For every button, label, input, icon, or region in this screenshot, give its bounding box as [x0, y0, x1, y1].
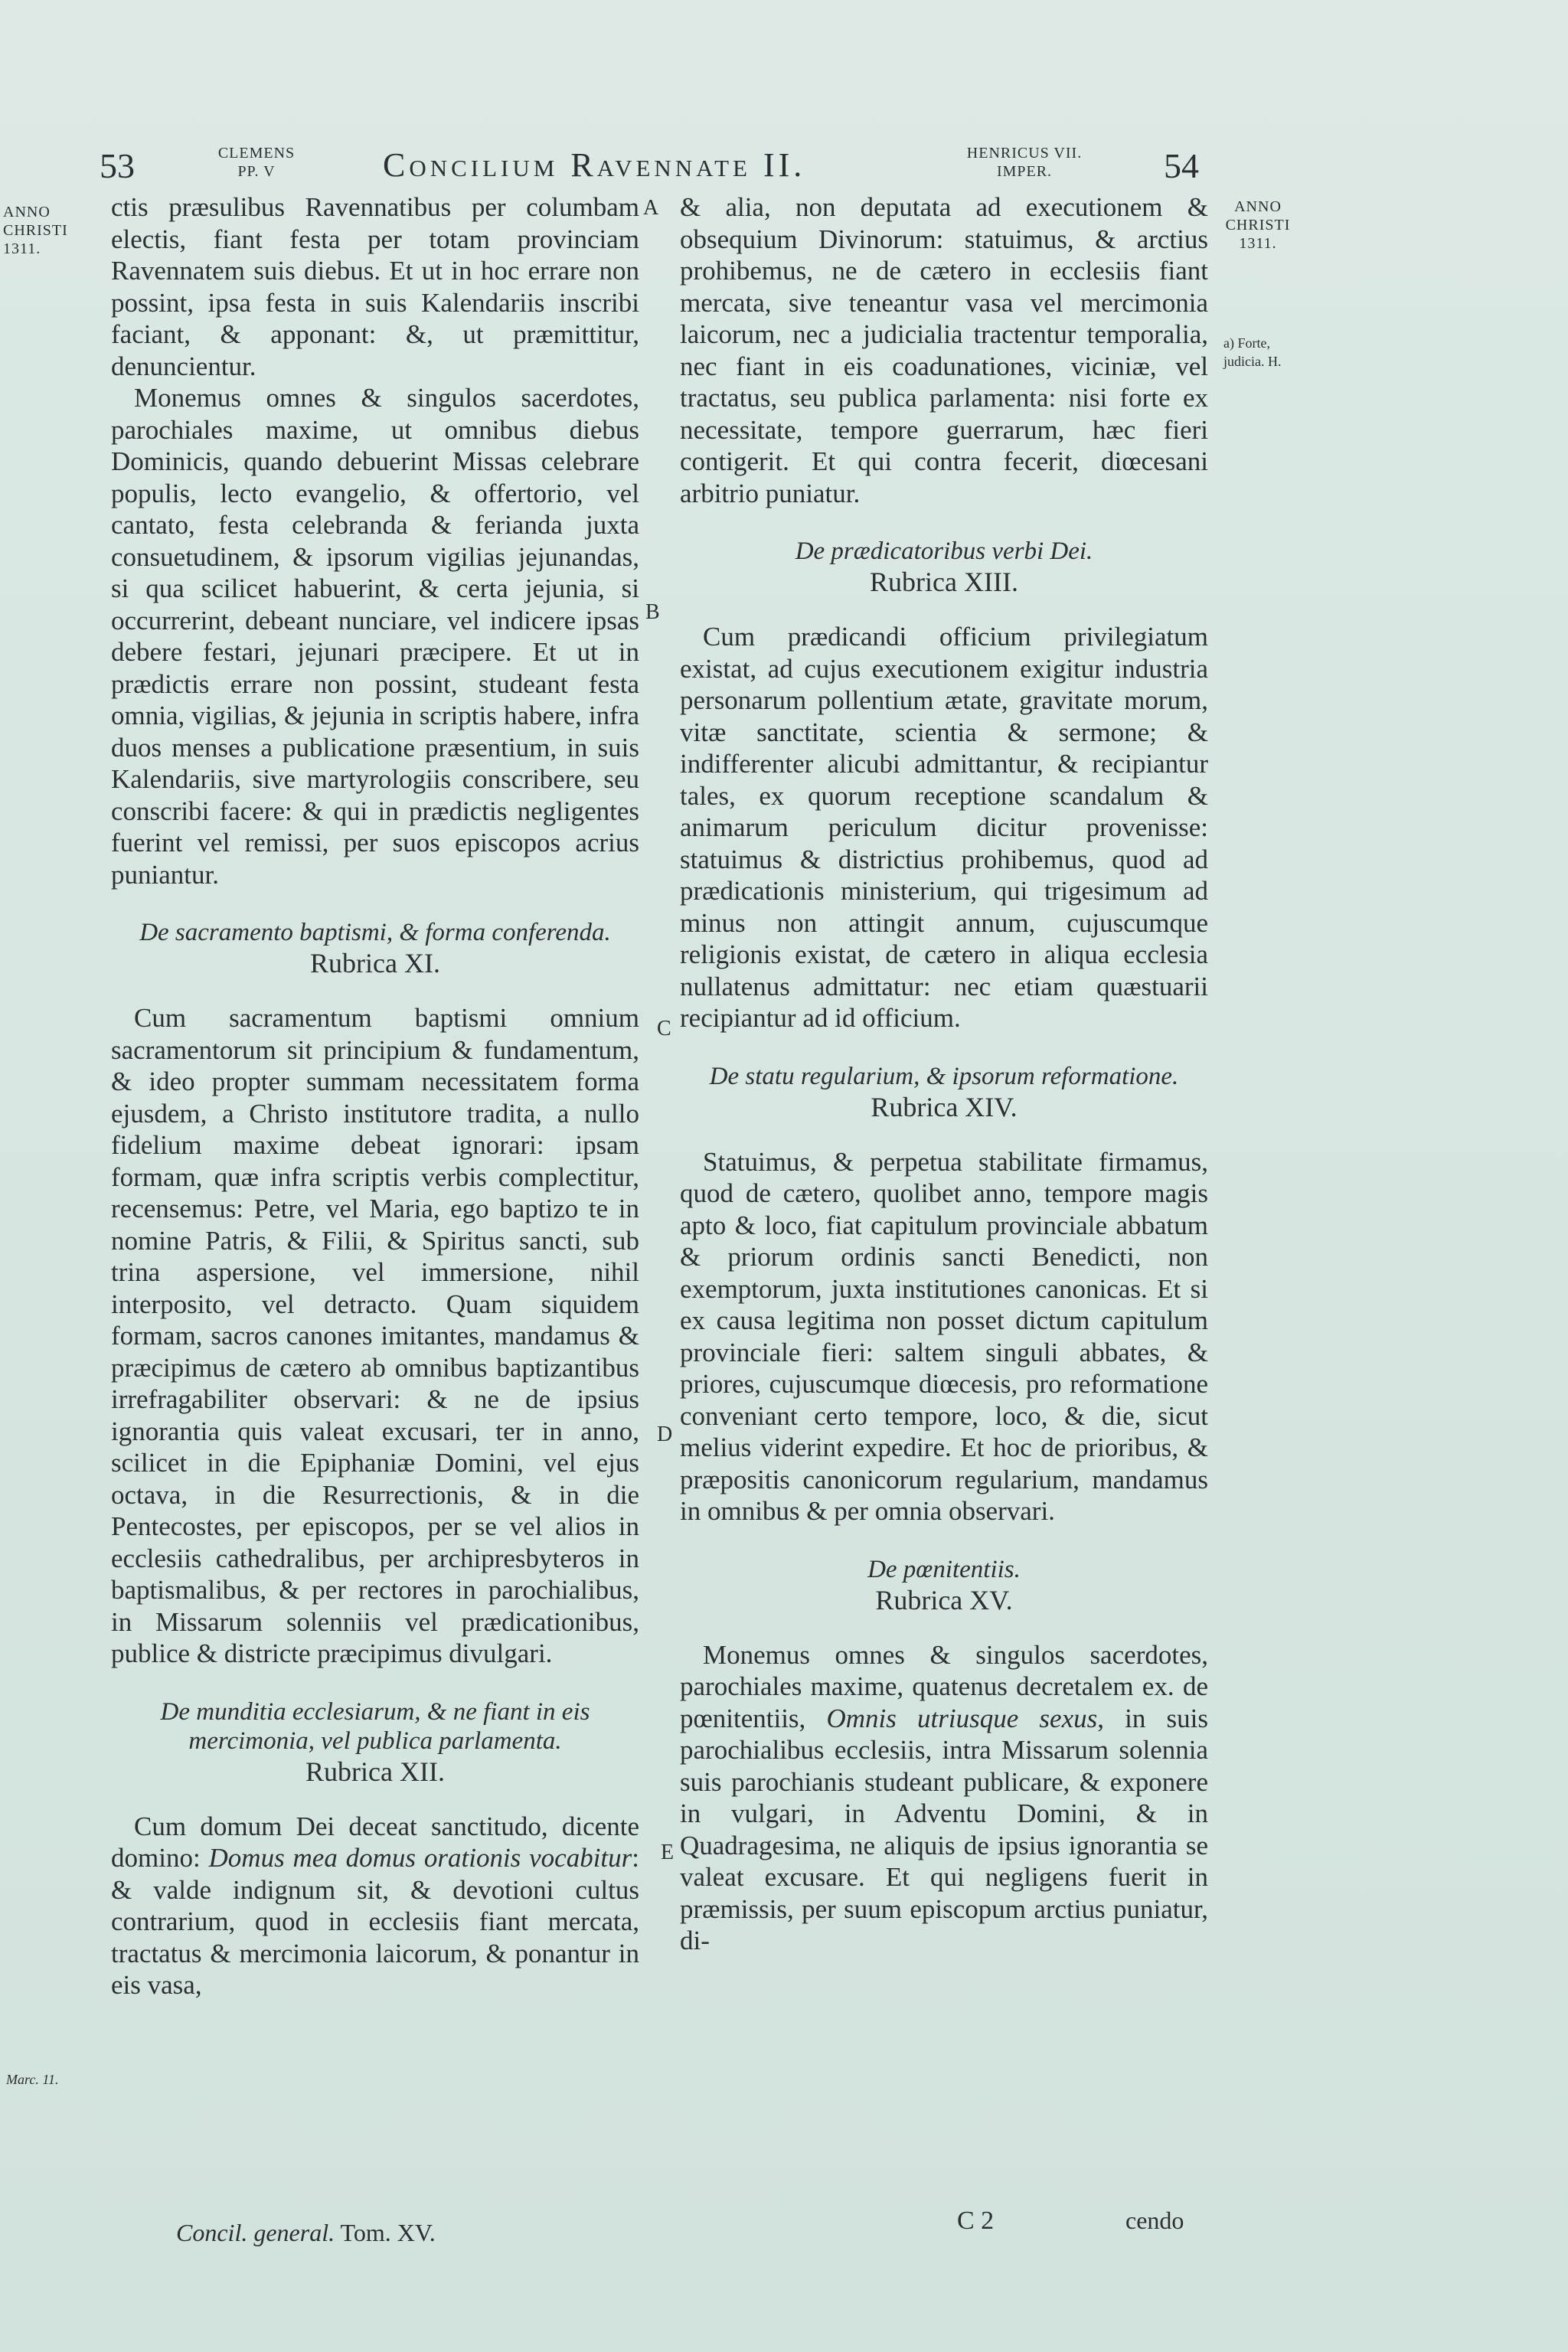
page-number-left: 53 [100, 146, 135, 185]
rubrica-label: Rubrica XIV. [871, 1091, 1018, 1122]
right-column [680, 191, 1208, 1957]
text-run: Monemus omnes & singulos sacerdotes, parochiales maxime, quatenus decretalem ex. de pœnitentiis, [680, 1639, 1208, 1733]
footer-source-title: Concil. general. [176, 2219, 335, 2246]
paragraph [111, 1811, 639, 2001]
footer-source-volume: Tom. XV. [335, 2219, 436, 2246]
section-heading: De munditia ecclesiarum, & ne fiant in eis mercimonia, vel publica parlamenta. [160, 1697, 590, 1755]
header-title: Concilium Ravennate II. [383, 146, 806, 184]
decretal-title: Omnis utriusque sexus [826, 1703, 1098, 1733]
paragraph: & alia, non deputata ad executionem & obsequium Divinorum: statuimus, & arctius prohibemus, ne de cætero in ecclesiis fiant mercata, sive teneantur vasa vel mercimonia laicorum, nec a judicialia tractentur temporalia, nec fiant in eis coadunationes, viciniæ, vel tractatus, seu publica parlamenta: nisi forte ex necessitate, tempore guerrarum, hæc fieri contigerit. Et qui contra fecerit, diœcesani arbitrio puniatur. [680, 192, 1208, 508]
header-pope: CLEMENS PP. V [217, 145, 296, 180]
section-heading: De prædicatoribus verbi Dei. [795, 537, 1093, 565]
running-header [0, 138, 1568, 191]
catchword: cendo [1125, 2207, 1184, 2234]
section-heading: De pœnitentiis. [867, 1555, 1021, 1583]
signature-mark: C 2 [957, 2207, 995, 2235]
section-letter-d: D [657, 1423, 673, 1446]
section-heading: De sacramento baptismi, & forma conferenda. [139, 919, 611, 946]
section-letter-c: C [657, 1017, 671, 1040]
page-number-right: 54 [1164, 146, 1199, 185]
margin-anno-right: ANNO CHRISTI 1311. [1225, 198, 1291, 252]
section-heading: De statu regularium, & ipsorum reformatione. [709, 1062, 1179, 1090]
paragraph: Cum prædicandi officium privilegiatum existat, ad cujus executionem exigitur industria personarum pollentium ætate, gravitate morum, vitæ sanctitate, scientia & sermone; & indifferenter alicubi admittantur, & recipiantur tales, ex quorum receptione scandalum & animarum periculum dicitur provenisse: statuimus & districtius prohibemus, quod ad prædicationis ministerium, qui trigesimum ad minus non attingit annum, cujuscumque religionis existat, de cætero in aliqua ecclesia nullatenus admittatur: nec etiam quæstuarii recipiantur ad id officium. [680, 622, 1208, 1033]
paragraph [680, 1639, 1208, 1957]
text-run: : & valde indignum sit, & devotioni cultus contrarium, quod in ecclesiis fiant mercata, tractatus & mercimonia laicorum, & ponantur in eis vasa, [111, 1843, 639, 2000]
rubrica-label: Rubrica XII. [305, 1756, 445, 1787]
paragraph: Monemus omnes & singulos sacerdotes, parochiales maxime, ut omnibus diebus Dominicis, quando debuerint Missas celebrare populis, lecto evangelio, & offertorio, vel cantato, festa celebranda & ferianda juxta consuetudinem, & ipsorum vigilias jejunandas, si qua scilicet habuerint, & certa jejunia, si occurrerint, debeant nunciare, vel indicere ipsas debere festari, jejunari præcipere. Et ut in prædictis errare non possint, studeant festa omnia, vigilias, & jejunia in scriptis habere, infra duos menses a publicatione præsentium, in suis Kalendariis, sive martyrologiis conscribere, seu conscribi facere: & qui in prædictis negligentes fuerint vel remissi, per suos episcopos acrius puniantur. [111, 383, 639, 890]
rubrica-label: Rubrica XIII. [870, 567, 1018, 597]
text-run: Cum domum Dei deceat sanctitudo, dicente domino: [111, 1811, 639, 1873]
margin-anno-left: ANNO CHRISTI 1311. [3, 204, 68, 257]
margin-marc-reference: Marc. 11. [6, 2072, 59, 2087]
left-column [111, 191, 639, 2001]
section-letter-b: B [645, 600, 660, 624]
text-run: , in suis parochialibus ecclesiis, intra Missarum solennia suis parochianis studeant publicare, & exponere in vulgari, in Adventu Domini, & in Quadragesima, ne aliquis de ipsius ignorantia se valeat excusare. Et qui negligens fuerit in præmissis, per suum episcopum arctius puniatur, di- [680, 1703, 1208, 1955]
section-letter-e: E [661, 1841, 675, 1864]
section-letter-a: A [643, 196, 659, 220]
scripture-quote: Domus mea domus orationis vocabitur [208, 1843, 632, 1873]
margin-footnote: a) Forte, judicia. H. [1223, 335, 1282, 369]
header-emperor: HENRICUS VII. IMPER. [966, 145, 1083, 180]
rubrica-label: Rubrica XV. [875, 1584, 1013, 1615]
footer-source [176, 2219, 436, 2247]
paragraph: ctis præsulibus Ravennatibus per columbam electis, fiant festa per totam provinciam Ravennatem suis diebus. Et ut in hoc errare non possint, ipsa festa in suis Kalendariis inscribi faciant, & apponant: &, ut præmittitur, denuncientur. [111, 192, 639, 381]
paragraph: Cum sacramentum baptismi omnium sacramentorum sit principium & fundamentum, & ideo propter summam necessitatem forma ejusdem, a Christo institutore tradita, a nullo fidelium maxime debeat ignorari: ipsam formam, quæ infra scriptis verbis complectitur, recensemus: Petre, vel Maria, ego baptizo te in nomine Patris, & Filii, & Spiritus sancti, sub trina aspersione, vel immersione, nihil interposito, vel detracto. Quam siquidem formam, sacros canones imitantes, mandamus & præcipimus de cætero ab omnibus baptizantibus irrefragabiliter observari: & ne de ipsius ignorantia quis valeat excusari, ter in anno, scilicet in die Epiphaniæ Domini, vel ejus octava, in die Resurrectionis, & in die Pentecostes, per episcopos, per se vel alios in ecclesiis cathedralibus, per archipresbyteros in baptismalibus, & per rectores in parochialibus, in Missarum solenniis vel prædicationibus, publice & districte præcipimus divulgari. [111, 1003, 639, 1668]
paragraph: Statuimus, & perpetua stabilitate firmamus, quod de cætero, quolibet anno, tempore magis apto & loco, fiat capitulum provinciale abbatum & priorum ordinis sancti Benedicti, non exemptorum, juxta institutiones canonicas. Et si ex causa legitima non posset dictum capitulum provinciale fieri: saltem singuli abbates, & priores, cujuscumque diœcesis, pro reformatione conveniant certo tempore, loco, & die, sicut melius viderint expedire. Et hoc de prioribus, & præpositis canonicorum regularium, mandamus in omnibus & per omnia observari. [680, 1146, 1208, 1526]
rubrica-label: Rubrica XI. [310, 948, 440, 978]
